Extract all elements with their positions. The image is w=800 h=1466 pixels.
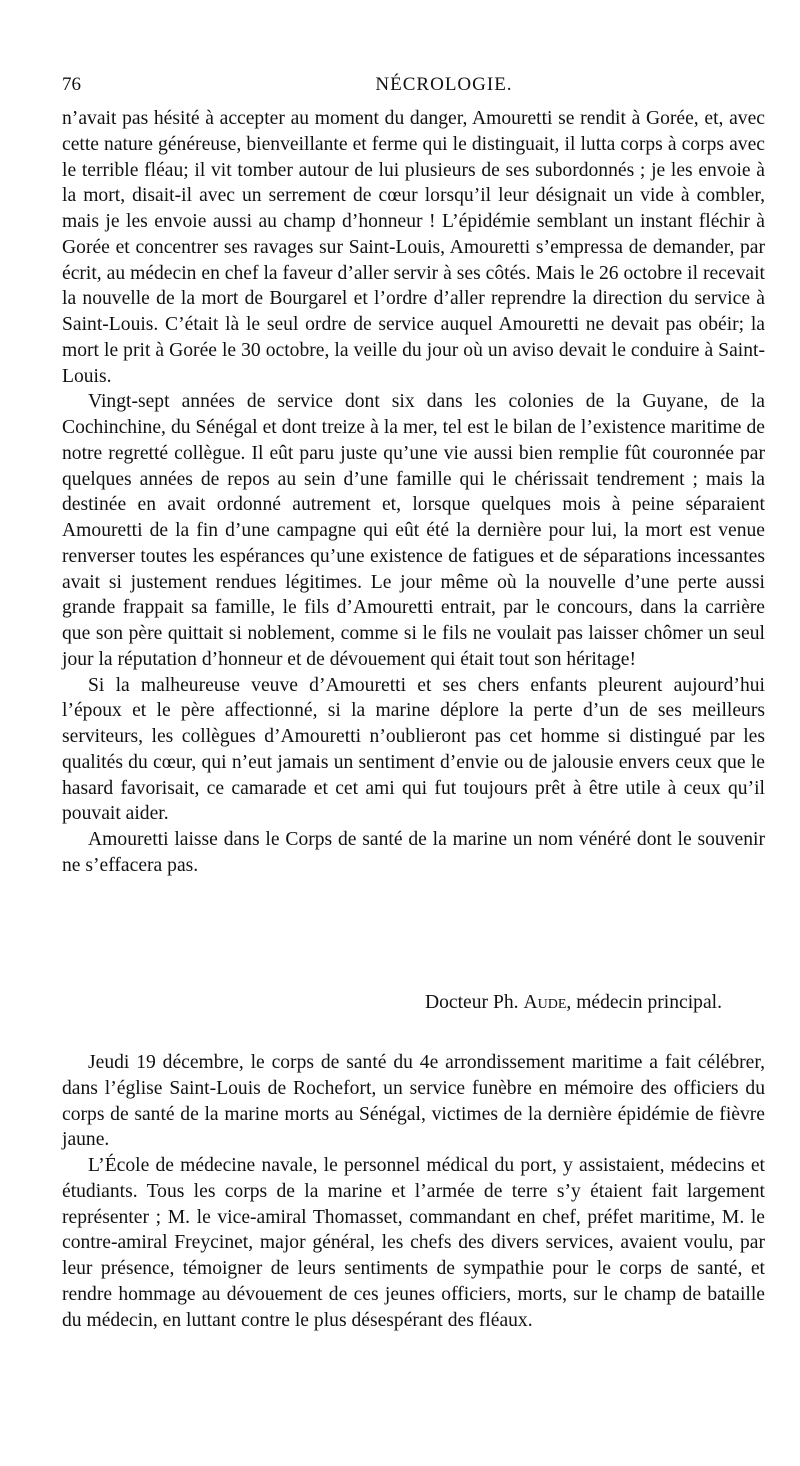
paragraph: n’avait pas hésité à accepter au moment du danger, Amouretti se rendit à Gorée, et, avec cette nature généreuse, bienveillante et ferme qui le distinguait, il lutta corps à corps avec le terrible fléau; il vit tomber autour de lui plusieurs de ses subordonnés ; je les envoie à la mort, disait-il avec un serrement de cœur lorsqu’il leur désignait un vide à combler, mais je les envoie aussi au champ d’honneur ! L’épidémie semblant un instant fléchir à Gorée et concentrer ses ravages sur Saint-Louis, Amouretti s’empressa de demander, par écrit, au médecin en chef la faveur d’aller servir à ses côtés. Mais le 26 octobre il recevait la nouvelle de la mort de Bourgarel et l’ordre d’aller reprendre la direction du service à Saint-Louis. C’était là le seul ordre de service auquel Amouretti ne devait pas obéir; la mort le prit à Gorée le 30 octobre, la veille du jour où un aviso devait le conduire à Saint-Louis. — [62, 108, 765, 387]
page-header — [62, 72, 762, 98]
signature-suffix: , médecin principal. — [566, 992, 722, 1013]
second-article-body — [62, 1050, 765, 1333]
running-title: NÉCROLOGIE. — [375, 74, 513, 95]
author-signature — [425, 990, 722, 1016]
paragraph: Si la malheureuse veuve d’Amouretti et ses chers enfants pleurent aujourd’hui l’époux et le père affectionné, si la marine déplore la perte d’un de ses meilleurs serviteurs, les collègues d’Amouretti n’oublieront pas cet homme si distingué par les qualités du cœur, qui n’eut jamais un sentiment d’envie ou de jalousie envers ceux que le hasard favorisait, ce camarade et cet ami qui fut toujours prêt à être utile à ceux qu’il pouvait aider. — [62, 674, 765, 825]
paragraph: Jeudi 19 décembre, le corps de santé du 4e arrondissement maritime a fait célébrer, dans l’église Saint-Louis de Rochefort, un service funèbre en mémoire des officiers du corps de santé de la marine morts au Sénégal, victimes de la dernière épidémie de fièvre jaune. — [62, 1052, 765, 1151]
signature-prefix: Docteur Ph. — [424, 992, 524, 1013]
signature-name: Aude — [523, 992, 567, 1013]
page-number: 76 — [62, 74, 81, 95]
article-body — [62, 106, 765, 879]
paragraph: L’École de médecine navale, le personnel médical du port, y assistaient, médecins et étudiants. Tous les corps de la marine et l’armée de terre s’y étaient fait largement représenter ; M. le vice-amiral Thomasset, commandant en chef, préfet maritime, M. le contre-amiral Freycinet, major général, les chefs des divers services, avaient voulu, par leur présence, témoigner de leurs sentiments de sympathie pour le corps de santé, et rendre hommage au dévouement de ces jeunes officiers, morts, sur le champ de bataille du médecin, en luttant contre le plus désespérant des fléaux. — [62, 1155, 765, 1331]
paragraph: Amouretti laisse dans le Corps de santé de la marine un nom vénéré dont le souvenir ne s’effacera pas. — [62, 829, 765, 876]
paragraph: Vingt-sept années de service dont six dans les colonies de la Guyane, de la Cochinchine, du Sénégal et dont treize à la mer, tel est le bilan de l’existence maritime de notre regretté collègue. Il eût paru juste qu’une vie aussi bien remplie fût couronnée par quelques années de repos au sein d’une famille qui le chérissait tendrement ; mais la destinée en avait ordonné autrement et, lorsque quelques mois à peine séparaient Amouretti de la fin d’une campagne qui eût été la dernière pour lui, la mort est venue renverser toutes les espérances qu’une existence de fatigues et de séparations incessantes avait si justement rendues légitimes. Le jour même où la nouvelle d’une perte aussi grande frappait sa famille, le fils d’Amouretti entrait, par le concours, dans la carrière que son père quittait si noblement, comme si le fils ne voulait pas laisser chômer un seul jour la réputation d’honneur et de dévouement qui était tout son héritage! — [62, 391, 765, 670]
